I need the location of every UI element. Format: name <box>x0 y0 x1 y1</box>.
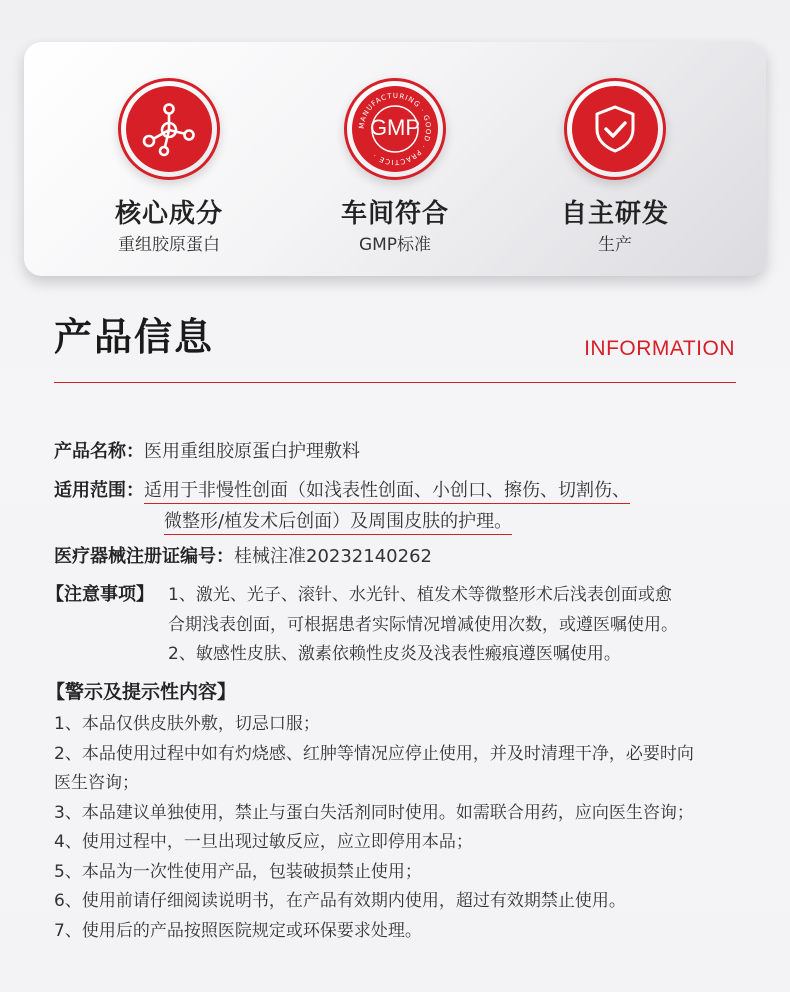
gmp-seal-icon <box>352 86 438 172</box>
notes-line-2: 合期浅表创面，可根据患者实际情况增减使用次数，或遵医嘱使用。 <box>168 615 678 635</box>
feature-subtitle: 重组胶原蛋白 <box>118 235 220 255</box>
warning-item: 7、使用后的产品按照医院规定或环保要求处理。 <box>54 920 422 941</box>
warning-item: 6、使用前请仔细阅读说明书，在产品有效期内使用，超过有效期禁止使用。 <box>54 891 626 911</box>
warnings-list <box>54 710 774 946</box>
registration-label: 医疗器械注册证编号： <box>54 546 234 567</box>
feature-title: 自主研发 <box>560 199 669 229</box>
scope-line-2: 微整形/植发术后创面）及周围皮肤的护理。 <box>164 511 512 535</box>
scope-row-cont <box>164 507 512 537</box>
section-title-en: INFORMATION <box>584 337 735 360</box>
warning-item: 3、本品建议单独使用，禁止与蛋白失活剂同时使用。如需联合用药，应向医生咨询； <box>54 802 694 823</box>
warnings-label: 【警示及提示性内容】 <box>46 681 237 703</box>
product-name-label: 产品名称： <box>54 441 144 462</box>
warning-item: 5、本品为一次性使用产品，包装破损禁止使用； <box>54 861 422 882</box>
molecule-icon <box>126 86 212 172</box>
feature-subtitle: 生产 <box>598 235 632 255</box>
registration-row <box>54 542 432 572</box>
product-name-value: 医用重组胶原蛋白护理敷料 <box>144 441 360 462</box>
scope-line-1: 适用于非慢性创面（如浅表性创面、小创口、擦伤、切割伤、 <box>144 480 630 504</box>
section-title: 产品信息 <box>54 315 215 359</box>
notes-label: 【注意事项】 <box>46 584 154 605</box>
warning-item: 4、使用过程中，一旦出现过敏反应，应立即停用本品； <box>54 832 473 852</box>
registration-value: 桂械注准20232140262 <box>234 546 432 567</box>
scope-row <box>54 476 630 506</box>
feature-gmp <box>295 78 495 256</box>
warning-item: 医生咨询； <box>54 773 139 793</box>
product-name-row <box>54 437 360 467</box>
scope-label: 适用范围： <box>54 480 144 501</box>
svg-text:MANUFACTURING · GOOD · PRACTIC: MANUFACTURING · GOOD · PRACTICE · <box>357 91 433 167</box>
feature-title: 核心成分 <box>114 199 223 229</box>
warning-item: 2、本品使用过程中如有灼烧感、红肿等情况应停止使用，并及时清理干净，必要时向 <box>54 743 694 764</box>
feature-subtitle: GMP标准 <box>358 235 432 255</box>
warning-item: 1、本品仅供皮肤外敷，切忌口服； <box>54 714 320 734</box>
shield-check-icon <box>572 86 658 172</box>
feature-self-developed <box>515 78 715 256</box>
feature-title: 车间符合 <box>340 199 449 229</box>
feature-core-ingredient <box>69 78 269 256</box>
features-card <box>24 42 766 276</box>
section-divider <box>54 382 736 383</box>
notes-line-3: 2、敏感性皮肤、激素依赖性皮炎及浅表性瘢痕遵医嘱使用。 <box>168 644 621 664</box>
notes-line-1: 1、激光、光子、滚针、水光针、植发术等微整形术后浅表创面或愈 <box>168 585 672 605</box>
gmp-badge-text: GMP <box>369 115 421 140</box>
